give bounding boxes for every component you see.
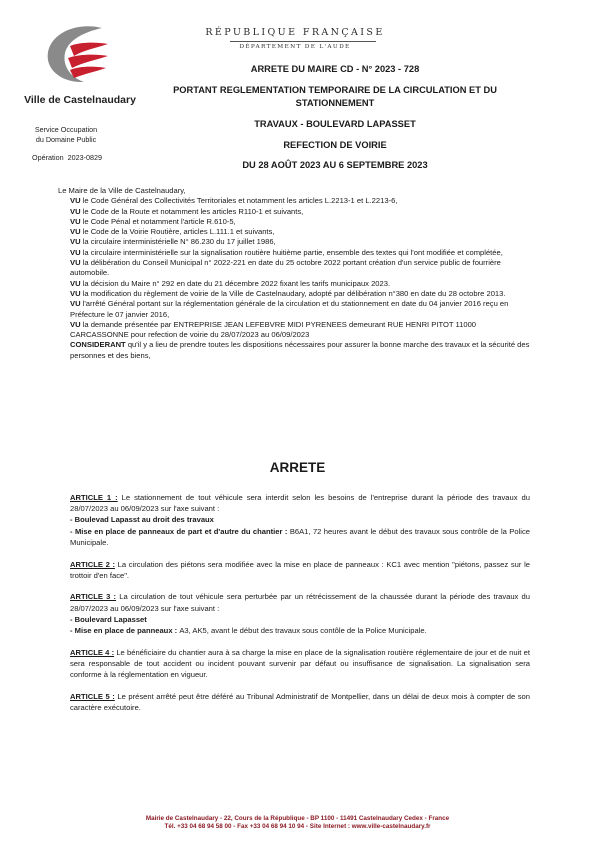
preamble-item-text: l'arrêté Général portant sur la réglementation générale de la circulation et du stationnement en date du 04 janvier 2016 reçu en Préfecture le 07 janvier 2016, bbox=[70, 299, 509, 319]
article-label: ARTICLE 2 : bbox=[70, 559, 115, 569]
service-label bbox=[20, 125, 112, 144]
decree-subject-line: PORTANT REGLEMENTATION TEMPORAIRE DE LA CIRCULATION ET DU bbox=[173, 85, 497, 95]
article-text: Le stationnement de tout véhicule sera interdit selon les besoins de l'entreprise durant la période des travaux du 28/07/2023 au 06/09/2023 sur l'axe suivant : bbox=[70, 493, 530, 514]
articles bbox=[70, 492, 530, 724]
decree-date-range: DU 28 AOÛT 2023 AU 6 SEPTEMBRE 2023 bbox=[242, 160, 428, 170]
preamble bbox=[58, 186, 530, 361]
article-4 bbox=[70, 647, 530, 681]
preamble-item bbox=[70, 279, 530, 289]
footer-line-address: Mairie de Castelnaudary - 22, Cours de la République - BP 1100 - 11491 Castelnaudary Cedex - France bbox=[145, 815, 450, 822]
preamble-item-text: le Code Général des Collectivités Territoriales et notamment les articles L.2213-1 et L.2213-6, bbox=[80, 196, 398, 206]
article-line: - Boulevard Lapasset bbox=[70, 614, 147, 624]
decree-number: ARRETE DU MAIRE CD - N° 2023 - 728 bbox=[250, 64, 420, 74]
preamble-item bbox=[70, 340, 530, 361]
preamble-item-text: la circulaire interministérielle sur la signalisation routière huitième partie, ensemble des textes qui l'ont modifiée et complétée, bbox=[80, 247, 503, 257]
preamble-item-lead: VU bbox=[70, 227, 81, 237]
article-text: La circulation des piétons sera modifiée avec la mise en place de panneaux : KC1 avec mention "piétons, passez sur le trottoir d'en face". bbox=[70, 559, 530, 580]
preamble-item-text: la modification du règlement de voirie de la Ville de Castelnaudary, adopté par délibération n°380 en date du 28 octobre 2013. bbox=[80, 288, 506, 298]
preamble-item bbox=[70, 289, 530, 299]
arrete-title: ARRETE bbox=[269, 460, 326, 475]
article-5 bbox=[70, 691, 530, 713]
preamble-intro: Le Maire de la Ville de Castelnaudary, bbox=[58, 186, 186, 195]
preamble-item-text: le Code de la Route et notamment les articles R110-1 et suivants, bbox=[80, 206, 304, 216]
preamble-item-lead: VU bbox=[70, 216, 81, 226]
preamble-item-text: le Code Pénal et notamment l'article R.610-5, bbox=[80, 216, 236, 226]
departement-heading: DÉPARTEMENT DE L'AUDE bbox=[239, 44, 351, 50]
operation-number: 2023-0829 bbox=[67, 153, 102, 162]
article-2 bbox=[70, 559, 530, 581]
preamble-item-lead: VU bbox=[70, 319, 81, 329]
article-text: Le bénéficiaire du chantier aura à sa charge la mise en place de la signalisation routière réglementaire de jour et de nuit et sera responsable de tout accident ou incident pouvant survenir par défaut ou insuffisance de signalisation. La signalisation sera conforme à la réglementation en vigueur. bbox=[70, 647, 530, 680]
article-line-text: A3, AK5, avant le début des travaux sous contôle de la Police Municipale. bbox=[179, 626, 427, 636]
article-3 bbox=[70, 591, 530, 636]
preamble-item bbox=[70, 258, 530, 279]
header-divider bbox=[230, 41, 376, 42]
service-line: Service Occupation bbox=[34, 125, 98, 134]
preamble-item bbox=[70, 248, 530, 258]
preamble-item bbox=[70, 217, 530, 227]
preamble-item-text: la décision du Maire n° 292 en date du 21 décembre 2022 fixant les tarifs municipaux 2023. bbox=[80, 278, 391, 288]
article-label: ARTICLE 5 : bbox=[70, 691, 115, 701]
city-logo-icon bbox=[30, 20, 130, 92]
operation-label: Opération bbox=[32, 153, 64, 162]
article-line: - Boulevad Lapasst au droit des travaux bbox=[70, 515, 214, 525]
footer-address bbox=[0, 815, 595, 832]
preamble-item bbox=[70, 196, 530, 206]
preamble-item-lead: VU bbox=[70, 247, 81, 257]
article-label: ARTICLE 3 : bbox=[70, 592, 117, 602]
preamble-item-lead: VU bbox=[70, 278, 81, 288]
preamble-item-lead: VU bbox=[70, 206, 81, 216]
preamble-item-text: la délibération du Conseil Municipal n° 2022-221 en date du 25 octobre 2022 portant création d'un service public de fourrière automobile. bbox=[70, 258, 501, 278]
preamble-item bbox=[70, 227, 530, 237]
article-text: La circulation de tout véhicule sera perturbée par un rétrécissement de la chaussée durant la période des travaux du 28/07/2023 au 06/09/2023 sur l'axe suivant : bbox=[70, 592, 530, 613]
operation-reference bbox=[32, 153, 102, 162]
service-line: du Domaine Public bbox=[35, 134, 97, 144]
preamble-item-lead: VU bbox=[70, 237, 81, 247]
preamble-item-text: qu'il y a lieu de prendre toutes les dispositions nécessaires pour assurer la bonne marche des travaux et la sécurité des personnes et des biens, bbox=[70, 340, 530, 360]
article-label: ARTICLE 1 : bbox=[70, 493, 118, 502]
preamble-item-lead: VU bbox=[70, 258, 81, 268]
footer-line-contact: Tél. +33 04 68 94 58 00 - Fax +33 04 68 94 10 94 - Site Internet : www.ville-castelnaudary.fr bbox=[164, 823, 431, 831]
preamble-item bbox=[70, 207, 530, 217]
preamble-item bbox=[70, 320, 530, 341]
article-text: Le présent arrêté peut être déféré au Tribunal Administratif de Montpellier, dans un délai de deux mois à compter de son caractère exécutoire. bbox=[70, 691, 530, 713]
preamble-item-lead: VU bbox=[70, 196, 81, 206]
preamble-item-lead: VU bbox=[70, 288, 81, 298]
article-line-text: B6A1, 72 heures avant le début des travaux sous contrôle de la Police Municipale. bbox=[70, 526, 530, 547]
preamble-item-lead: CONSIDERANT bbox=[70, 340, 126, 350]
city-logo bbox=[30, 20, 130, 92]
preamble-item-lead: VU bbox=[70, 299, 81, 309]
republique-heading: RÉPUBLIQUE FRANÇAISE bbox=[205, 27, 385, 38]
article-label: ARTICLE 4 : bbox=[70, 647, 115, 657]
preamble-item bbox=[70, 299, 530, 320]
decree-works-type: REFECTION DE VOIRIE bbox=[283, 140, 387, 150]
article-line-bold: - Mise en place de panneaux : bbox=[70, 626, 180, 636]
preamble-item-text: la demande présentée par ENTREPRISE JEAN LEFEBVRE MIDI PYRENEES demeurant RUE HENRI PITOT 11000 CARCASSONNE pour refection de voirie du 28/07/2023 au 06/09/2023 bbox=[70, 319, 477, 340]
logo-text: Ville de Castelnaudary bbox=[24, 94, 136, 106]
preamble-item bbox=[70, 237, 530, 247]
preamble-item-text: le Code de la Voirie Routière, articles L.111.1 et suivants, bbox=[80, 227, 275, 237]
article-line-bold: - Mise en place de panneaux de part et d'autre du chantier : bbox=[70, 526, 290, 536]
decree-subject-line: STATIONNEMENT bbox=[295, 98, 375, 108]
article-1 bbox=[70, 492, 530, 548]
decree-works-line: TRAVAUX - BOULEVARD LAPASSET bbox=[254, 119, 416, 129]
preamble-item-text: la circulaire interministérielle N° 86.230 du 17 juillet 1986, bbox=[80, 237, 276, 247]
